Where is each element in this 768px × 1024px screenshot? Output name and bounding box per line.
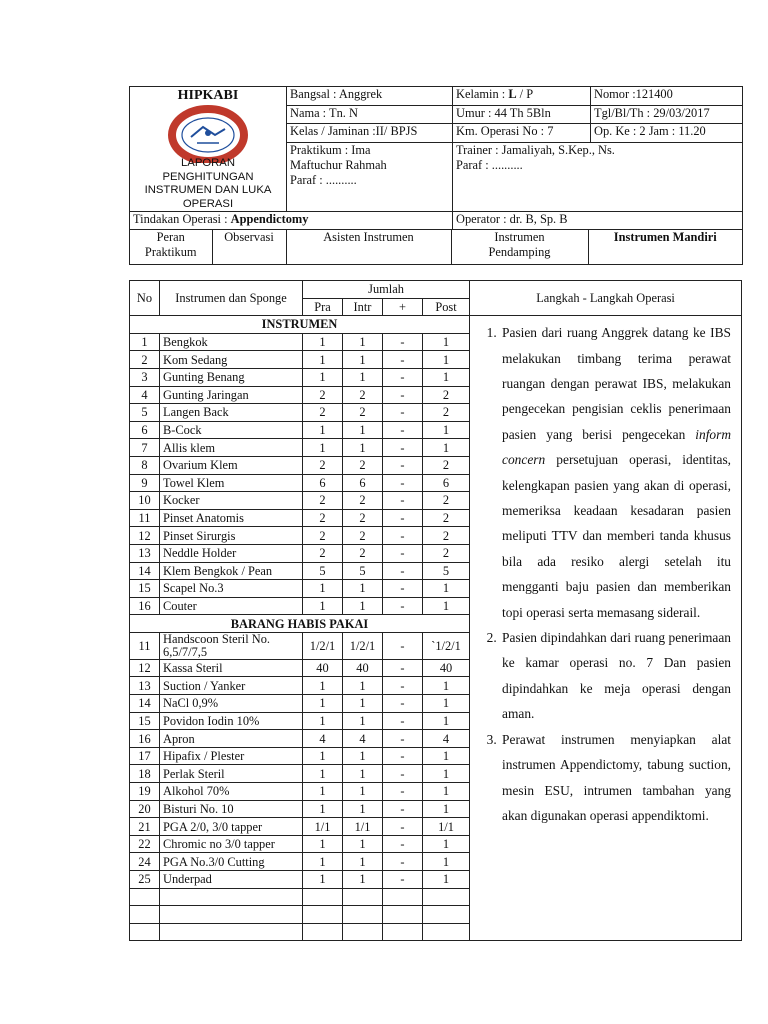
nama: Nama : Tn. N <box>287 105 453 124</box>
cell-pra: 2 <box>303 386 343 404</box>
cell-pra: 1 <box>303 351 343 369</box>
cell-item: Kassa Steril <box>160 659 303 677</box>
trainer-cell <box>453 142 743 211</box>
cell-pra: 40 <box>303 659 343 677</box>
cell-item <box>160 888 303 906</box>
cell-plus: - <box>383 351 423 369</box>
cell-no: 13 <box>130 544 160 562</box>
cell-post: 5 <box>423 562 470 580</box>
cell-plus: - <box>383 492 423 510</box>
op-ke: Op. Ke : 2 Jam : 11.20 <box>591 124 743 143</box>
cell-item <box>160 906 303 924</box>
cell-post: 1 <box>423 871 470 889</box>
cell-post: 1 <box>423 800 470 818</box>
cell-pra: 1 <box>303 580 343 598</box>
cell-pra: 1 <box>303 677 343 695</box>
cell-plus: - <box>383 439 423 457</box>
cell-post: 2 <box>423 456 470 474</box>
cell-item: Perlak Steril <box>160 765 303 783</box>
cell-plus <box>383 906 423 924</box>
cell-plus: - <box>383 853 423 871</box>
step-3: 3. Perawat instrumen menyiapkan alat instrumen Appendictomy, tabung suction, mesin ESU, intrumen tambahan yang akan digunakan operasi appendiktomi. <box>500 727 731 829</box>
cell-intr: 4 <box>343 730 383 748</box>
cell-post: 1/1 <box>423 818 470 836</box>
cell-pra: 1 <box>303 333 343 351</box>
cell-intr: 2 <box>343 404 383 422</box>
cell-pra: 1 <box>303 747 343 765</box>
cell-no: 13 <box>130 677 160 695</box>
cell-no: 12 <box>130 659 160 677</box>
cell-no: 21 <box>130 818 160 836</box>
cell-intr: 1/1 <box>343 818 383 836</box>
header-table <box>129 86 743 265</box>
cell-pra: 1 <box>303 421 343 439</box>
observasi: Observasi <box>212 230 286 264</box>
cell-plus: - <box>383 730 423 748</box>
tindakan-operasi: Tindakan Operasi : Appendictomy <box>130 212 453 230</box>
cell-intr: 1 <box>343 368 383 386</box>
cell-post: 2 <box>423 509 470 527</box>
cell-plus: - <box>383 562 423 580</box>
cell-no: 17 <box>130 747 160 765</box>
cell-plus: - <box>383 835 423 853</box>
cell-intr: 40 <box>343 659 383 677</box>
cell-pra: 4 <box>303 730 343 748</box>
col-pra: Pra <box>303 298 343 316</box>
cell-intr: 2 <box>343 544 383 562</box>
cell-item: Kocker <box>160 492 303 510</box>
cell-item: Towel Klem <box>160 474 303 492</box>
cell-no: 8 <box>130 456 160 474</box>
cell-plus: - <box>383 474 423 492</box>
cell-no: 6 <box>130 421 160 439</box>
cell-no: 20 <box>130 800 160 818</box>
cell-post: 1 <box>423 677 470 695</box>
cell-pra <box>303 923 343 941</box>
cell-no: 10 <box>130 492 160 510</box>
cell-pra: 1 <box>303 712 343 730</box>
cell-no <box>130 906 160 924</box>
cell-item: Klem Bengkok / Pean <box>160 562 303 580</box>
cell-plus: - <box>383 580 423 598</box>
cell-pra <box>303 888 343 906</box>
cell-plus: - <box>383 783 423 801</box>
cell-intr: 1 <box>343 871 383 889</box>
trainer: Trainer : Jamaliyah, S.Kep., Ns. <box>456 142 615 157</box>
cell-plus: - <box>383 368 423 386</box>
cell-item: Bisturi No. 10 <box>160 800 303 818</box>
cell-no: 5 <box>130 404 160 422</box>
cell-pra: 1 <box>303 800 343 818</box>
peran-praktikum: Peran Praktikum <box>130 230 212 264</box>
paraf-praktikum: Paraf : .......... <box>290 172 357 187</box>
cell-intr: 1 <box>343 835 383 853</box>
step-1: 1. Pasien dari ruang Anggrek datang ke IBS melakukan timbang terima perawat ruangan dengan perawat IBS, melakukan pengecekan pengisian ceklis penerimaan pasien yang berisi pengecekan inform concern persetujuan operasi, identitas, kelengkapan pasien yang akan di operasi, memeriksa keadaan kesadaran pasien meliputi TTV dan memberi tanda khusus bila ada resiko alergi setelah itu mengganti baju pasien dan memberikan topi operasi serta memasang siderail. <box>500 320 731 625</box>
cell-pra: 1 <box>303 783 343 801</box>
cell-no: 2 <box>130 351 160 369</box>
cell-plus: - <box>383 712 423 730</box>
cell-item: Gunting Benang <box>160 368 303 386</box>
col-intr: Intr <box>343 298 383 316</box>
cell-pra: 1/2/1 <box>303 632 343 659</box>
cell-plus: - <box>383 456 423 474</box>
cell-item: Handscoon Steril No. 6,5/7/7,5 <box>160 632 303 659</box>
cell-item: NaCl 0,9% <box>160 695 303 713</box>
report-title: LAPORAN PENGHITUNGAN INSTRUMEN DAN LUKA OPERASI <box>144 157 272 210</box>
cell-item: Ovarium Klem <box>160 456 303 474</box>
cell-no: 16 <box>130 730 160 748</box>
cell-pra: 2 <box>303 544 343 562</box>
cell-item: Langen Back <box>160 404 303 422</box>
cell-pra: 2 <box>303 527 343 545</box>
cell-no: 9 <box>130 474 160 492</box>
cell-no: 1 <box>130 333 160 351</box>
cell-no: 4 <box>130 386 160 404</box>
cell-no <box>130 888 160 906</box>
cell-plus: - <box>383 677 423 695</box>
col-plus: + <box>383 298 423 316</box>
cell-plus: - <box>383 695 423 713</box>
cell-no: 11 <box>130 632 160 659</box>
cell-item: Gunting Jaringan <box>160 386 303 404</box>
asisten-instrumen: Asisten Instrumen <box>286 230 451 264</box>
cell-plus: - <box>383 765 423 783</box>
cell-post: 2 <box>423 492 470 510</box>
cell-intr: 1 <box>343 712 383 730</box>
logo-cell <box>130 87 287 212</box>
cell-post: 1 <box>423 351 470 369</box>
cell-item: Pinset Anatomis <box>160 509 303 527</box>
cell-post: 1 <box>423 439 470 457</box>
cell-item: Pinset Sirurgis <box>160 527 303 545</box>
cell-pra: 2 <box>303 456 343 474</box>
cell-intr: 1 <box>343 853 383 871</box>
cell-pra: 1 <box>303 439 343 457</box>
cell-pra: 1 <box>303 835 343 853</box>
cell-pra: 1 <box>303 368 343 386</box>
bangsal: Bangsal : Anggrek <box>287 87 453 106</box>
cell-item: Povidon Iodin 10% <box>160 712 303 730</box>
cell-post: 1 <box>423 783 470 801</box>
cell-plus: - <box>383 597 423 615</box>
cell-no: 18 <box>130 765 160 783</box>
km-operasi: Km. Operasi No : 7 <box>453 124 591 143</box>
cell-post: 1 <box>423 695 470 713</box>
cell-item <box>160 923 303 941</box>
cell-intr: 2 <box>343 509 383 527</box>
cell-post: 1 <box>423 712 470 730</box>
cell-intr: 2 <box>343 456 383 474</box>
cell-intr: 1 <box>343 677 383 695</box>
cell-no: 25 <box>130 871 160 889</box>
cell-post: 4 <box>423 730 470 748</box>
umur: Umur : 44 Th 5Bln <box>453 105 591 124</box>
cell-pra: 6 <box>303 474 343 492</box>
cell-post: 2 <box>423 386 470 404</box>
cell-no: 14 <box>130 562 160 580</box>
cell-plus <box>383 923 423 941</box>
cell-item: Scapel No.3 <box>160 580 303 598</box>
cell-plus: - <box>383 544 423 562</box>
cell-item: Kom Sedang <box>160 351 303 369</box>
cell-intr: 2 <box>343 527 383 545</box>
cell-item: Chromic no 3/0 tapper <box>160 835 303 853</box>
cell-intr: 1 <box>343 765 383 783</box>
tgl: Tgl/Bl/Th : 29/03/2017 <box>591 105 743 124</box>
cell-plus: - <box>383 509 423 527</box>
steps-list <box>474 320 731 828</box>
praktikum-cell <box>287 142 453 211</box>
cell-intr: 1 <box>343 351 383 369</box>
cell-plus: - <box>383 404 423 422</box>
cell-intr <box>343 888 383 906</box>
cell-intr: 1 <box>343 421 383 439</box>
cell-post: 40 <box>423 659 470 677</box>
cell-item: Allis klem <box>160 439 303 457</box>
section-instrumen: INSTRUMEN <box>130 316 470 334</box>
cell-plus: - <box>383 333 423 351</box>
cell-pra: 1 <box>303 765 343 783</box>
cell-plus <box>383 888 423 906</box>
instrumen-mandiri: Instrumen Mandiri <box>613 230 717 244</box>
steps-cell <box>470 316 742 941</box>
cell-item: Suction / Yanker <box>160 677 303 695</box>
operator: Operator : dr. B, Sp. B <box>453 212 743 230</box>
cell-intr: 1 <box>343 695 383 713</box>
cell-pra <box>303 906 343 924</box>
cell-post: `1/2/1 <box>423 632 470 659</box>
cell-post <box>423 906 470 924</box>
cell-intr: 1 <box>343 580 383 598</box>
cell-pra: 5 <box>303 562 343 580</box>
cell-intr: 5 <box>343 562 383 580</box>
col-post: Post <box>423 298 470 316</box>
cell-plus: - <box>383 386 423 404</box>
section-barang-habis-pakai: BARANG HABIS PAKAI <box>130 615 470 633</box>
kelamin: Kelamin : L / P <box>453 87 591 106</box>
step-2: 2. Pasien dipindahkan dari ruang penerimaan ke kamar operasi no. 7 Dan pasien dipindahkan ke meja operasi dengan aman. <box>500 625 731 727</box>
cell-post: 2 <box>423 404 470 422</box>
cell-post: 1 <box>423 765 470 783</box>
cell-post <box>423 923 470 941</box>
cell-plus: - <box>383 871 423 889</box>
cell-item: Alkohol 70% <box>160 783 303 801</box>
cell-no: 15 <box>130 712 160 730</box>
cell-no: 14 <box>130 695 160 713</box>
cell-no: 19 <box>130 783 160 801</box>
cell-item: Underpad <box>160 871 303 889</box>
cell-no: 3 <box>130 368 160 386</box>
org-name: HIPKABI <box>177 88 239 103</box>
cell-plus: - <box>383 818 423 836</box>
cell-intr <box>343 923 383 941</box>
cell-item: Apron <box>160 730 303 748</box>
cell-no: 22 <box>130 835 160 853</box>
cell-post: 6 <box>423 474 470 492</box>
nomor: Nomor :121400 <box>591 87 743 106</box>
instrumen-pendamping: Instrumen Pendamping <box>451 230 588 264</box>
hipkabi-logo <box>163 105 253 163</box>
peran-row <box>130 230 743 265</box>
cell-plus: - <box>383 800 423 818</box>
paraf-trainer: Paraf : .......... <box>456 157 523 172</box>
col-langkah: Langkah - Langkah Operasi <box>470 281 742 316</box>
instrument-count-table <box>129 280 742 941</box>
cell-intr <box>343 906 383 924</box>
cell-no: 11 <box>130 509 160 527</box>
cell-plus: - <box>383 659 423 677</box>
cell-pra: 1 <box>303 597 343 615</box>
cell-no: 12 <box>130 527 160 545</box>
cell-intr: 2 <box>343 492 383 510</box>
cell-pra: 2 <box>303 509 343 527</box>
cell-item: Bengkok <box>160 333 303 351</box>
cell-no: 24 <box>130 853 160 871</box>
cell-item: Neddle Holder <box>160 544 303 562</box>
cell-post: 1 <box>423 835 470 853</box>
cell-plus: - <box>383 527 423 545</box>
cell-post: 1 <box>423 421 470 439</box>
cell-pra: 1 <box>303 853 343 871</box>
cell-post: 1 <box>423 853 470 871</box>
cell-no: 7 <box>130 439 160 457</box>
cell-no: 15 <box>130 580 160 598</box>
cell-pra: 1/1 <box>303 818 343 836</box>
cell-item: PGA No.3/0 Cutting <box>160 853 303 871</box>
cell-post: 2 <box>423 544 470 562</box>
cell-post: 2 <box>423 527 470 545</box>
cell-intr: 1/2/1 <box>343 632 383 659</box>
cell-intr: 1 <box>343 333 383 351</box>
cell-item: B-Cock <box>160 421 303 439</box>
kelamin-selected: L <box>508 87 517 101</box>
cell-pra: 1 <box>303 871 343 889</box>
peran-table <box>130 230 742 264</box>
cell-post <box>423 888 470 906</box>
cell-pra: 2 <box>303 492 343 510</box>
col-no: No <box>130 281 160 316</box>
cell-intr: 1 <box>343 800 383 818</box>
kelas: Kelas / Jaminan :II/ BPJS <box>287 124 453 143</box>
cell-intr: 1 <box>343 783 383 801</box>
cell-item: PGA 2/0, 3/0 tapper <box>160 818 303 836</box>
cell-post: 1 <box>423 368 470 386</box>
cell-post: 1 <box>423 580 470 598</box>
cell-no <box>130 923 160 941</box>
cell-intr: 6 <box>343 474 383 492</box>
col-jumlah: Jumlah <box>303 281 470 299</box>
cell-intr: 1 <box>343 439 383 457</box>
cell-item: Couter <box>160 597 303 615</box>
col-item: Instrumen dan Sponge <box>160 281 303 316</box>
cell-post: 1 <box>423 747 470 765</box>
cell-post: 1 <box>423 333 470 351</box>
cell-no: 16 <box>130 597 160 615</box>
praktikum: Praktikum : Ima Maftuchur Rahmah <box>290 142 387 172</box>
cell-plus: - <box>383 421 423 439</box>
cell-plus: - <box>383 632 423 659</box>
cell-post: 1 <box>423 597 470 615</box>
cell-pra: 2 <box>303 404 343 422</box>
cell-intr: 1 <box>343 747 383 765</box>
cell-item: Hipafix / Plester <box>160 747 303 765</box>
cell-intr: 1 <box>343 597 383 615</box>
cell-plus: - <box>383 747 423 765</box>
cell-pra: 1 <box>303 695 343 713</box>
cell-intr: 2 <box>343 386 383 404</box>
